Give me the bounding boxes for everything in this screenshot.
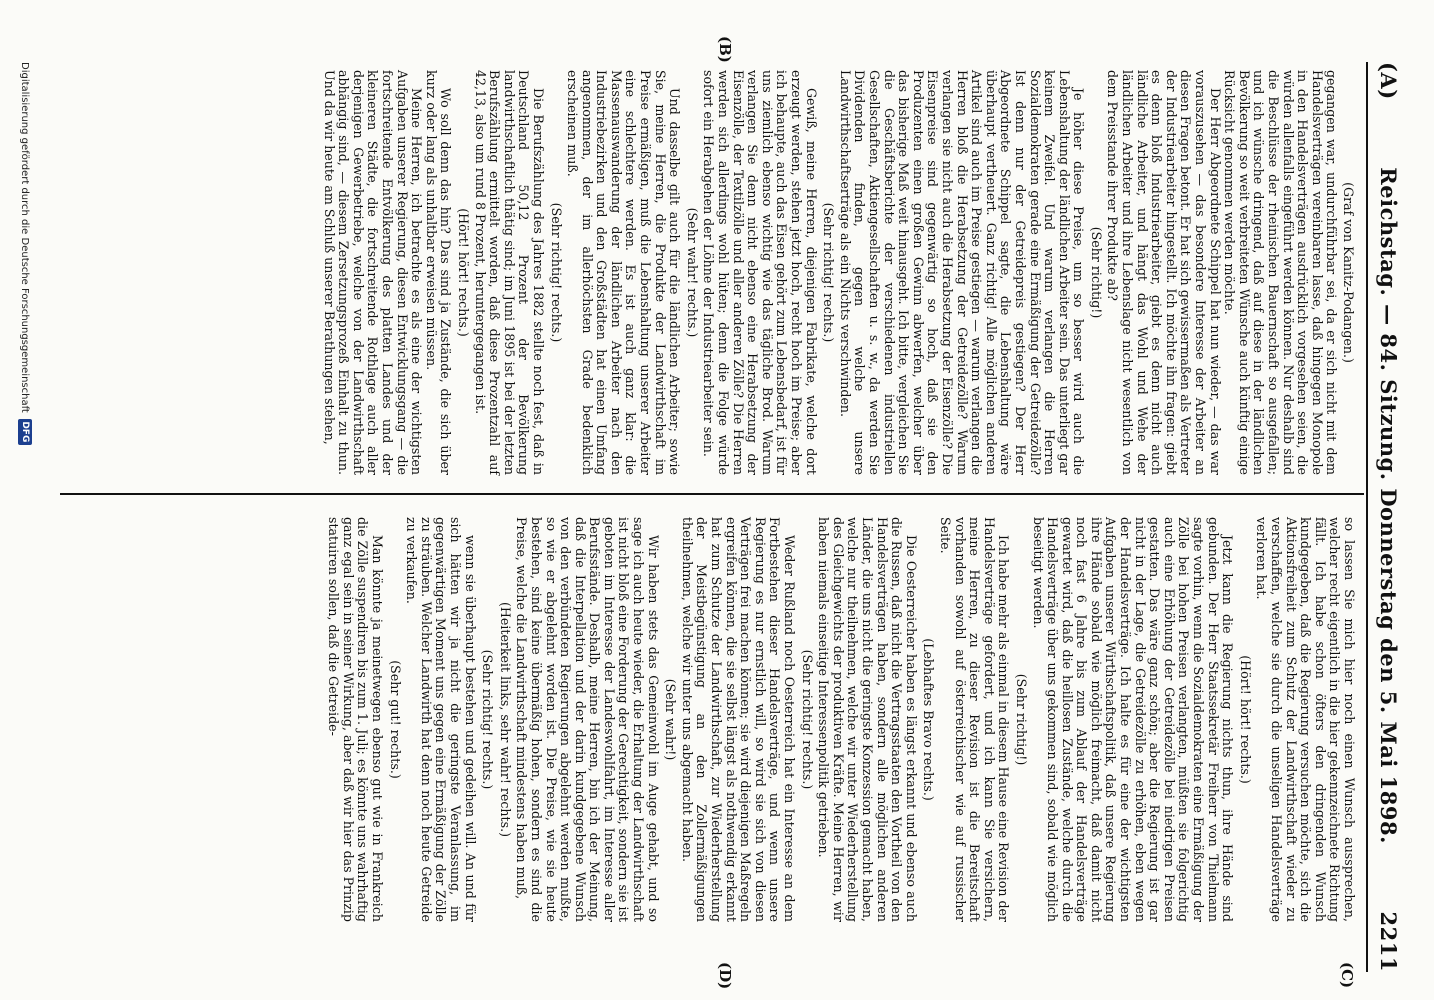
interjection: (Sehr richtig! rechts.) bbox=[548, 202, 564, 343]
dfg-logo-icon: DFG bbox=[18, 419, 32, 445]
header-rule bbox=[1366, 62, 1368, 972]
funding-footer bbox=[10, 62, 40, 972]
paragraph: Jetzt kann die Regierung nichts thun, ihre Hände sind gebunden. Der Herr Staatssekretär Freiherr von Thielmann sagte vorhin, wenn die Sozialdemokraten eine Ermäßigung der Zölle bei hohen Preisen verlangten, müßten sie folgerichtig auch eine Erhöhung der Getreidezölle bei niedrigen Preisen gestatten. Das wäre ganz schön; aber die Regierung ist gar nicht in der Lage, die Getreidezölle zu erhöhen, eben wegen der Handelsverträge. Ich halte es für eine der wichtigsten Aufgaben unserer Wirthschaftspolitik, daß unsere Regierung ihre Hände sobald wie möglich freimacht, daß damit nicht noch fast 6 Jahre bis zum Ablauf der Handelsverträge gewartet wird, daß die heillosen Zustände, welche durch die Handelsverträge über uns gekommen sind, sobald wie möglich beseitigt werden. bbox=[1030, 517, 1236, 922]
paragraph: Man könnte ja meinetwegen ebenso gut wie in Frankreich die Zölle suspendiren bis zum 1. Juli; es könnte uns wahrhaftig ganz egal sein in seiner Wirkung, aber daß wir hier das Prinzip statuiren sollen, daß die Getreide- bbox=[326, 517, 385, 922]
right-column bbox=[326, 517, 1356, 922]
interjection: (Sehr richtig!) bbox=[1088, 226, 1104, 319]
page-number: 2211 bbox=[1376, 911, 1402, 972]
interjection: (Sehr gut! rechts.) bbox=[387, 660, 403, 779]
interjection: (Sehr richtig! rechts.) bbox=[821, 202, 837, 343]
paragraph: Und dasselbe gilt auch für die ländlichen Arbeiter; sowie Sie, meine Herren, die Produkte der Landwirthschaft im Preise ermäßigen, muß die Lebenshaltung unserer Arbeiter eine schlechtere werden. Es ist auch ganz klar: die Massenauswanderung der ländlichen Arbeiter nach den Industriebezirken und den Großstädten hat einen Umfang angenommen, der im allerhöchsten Grade bedenklich erscheinen muß. bbox=[565, 70, 683, 475]
paragraph: Weder Rußland noch Oesterreich hat ein Interesse an dem Fortbestehen dieser Handelsverträge, und wenn unsere Regierung es nur ernstlich will, so wird sie sich von diesen Verträgen frei machen können; sie wird diejenigen Maßregeln ergreifen können, die sie selbst längst als nothwendig erkannt hat zum Schutze der Landwirthschaft, zur Wiederherstellung der Meistbegünstigung an den Zollermäßigungen theilnehmen, welche wir unter uns abgemacht haben. bbox=[679, 517, 798, 922]
interjection: (Sehr wahr!) bbox=[663, 678, 679, 761]
interjection: (Sehr richtig!) bbox=[1013, 673, 1029, 766]
interjection: (Sehr richtig! rechts.) bbox=[799, 649, 815, 790]
interjection: (Sehr richtig! rechts.) bbox=[480, 649, 496, 790]
paragraph: Die Oesterreicher haben es längst erkannt und ebenso auch die Russen, daß nicht die Vertragsstaaten den Vortheil von den Handelsverträgen haben, sondern alle möglichen anderen Länder, die uns nicht die geringste Konzession gemacht haben, welche nur theilnehmen, welche wir unter Wiederherstellung des Gleichgewichts der produktiven Kräfte. Meine Herren, wir haben niemals einseitige Interessenpolitik getrieben. bbox=[816, 517, 919, 922]
margin-mark-c: (C) bbox=[1338, 962, 1356, 989]
paragraph: wenn sie überhaupt bestehen und gedeihen will. An und für sich hätten wir ja nicht die geringste Veranlassung, im gegenwärtigen Moment uns gegen eine Ermäßigung der Zölle zu sträuben. Welcher Landwirth hat denn noch heute Getreide zu verkaufen. bbox=[404, 517, 478, 922]
paragraph: Wo soll denn das hin? Das sind ja Zustände, die sich über kurz oder lang als unhaltbar erweisen müssen. bbox=[423, 70, 454, 475]
margin-mark-b: (B) bbox=[716, 36, 734, 63]
paragraph: Meine Herren, ich betrachte es als eine der wichtigsten Aufgaben unserer Regierung, diesen Entwicklungsgang — die fortschreitende Entvölkerung des platten Landes und der kleineren Städte, die fortschreitende Rothlage auch aller derjenigen Gewerbetriebe, welche von der Landwirthschaft abhängig sind, — diesem Zersetzungsprozeß Einhalt zu thun. Und da wir heute am Schluß unserer Berathungen stehen, bbox=[321, 70, 425, 475]
paragraph: Der Herr Abgeordnete Schippel hat nun wieder, — das war vorauszusehen — das besondere Interesse der Arbeiter an diesen Fragen betont. Er hat sich gewissermaßen als Vertreter der Industriearbeiter hingestellt. Ich möchte ihn fragen: giebt es denn bloß Industriearbeiter, giebt es denn nicht auch ländliche Arbeiter, und hängt das Wohl und Wehe der ländlichen Arbeiter und ihre Lebenslage nicht wesentlich von dem Preisstande ihrer Produkte ab? bbox=[1105, 70, 1223, 475]
page-header bbox=[1372, 62, 1406, 972]
paragraph: so lassen Sie mich hier noch einen Wunsch aussprechen, welcher recht eigentlich in die hier gekennzeichnete Richtung fällt. Ich habe schon öfters den dringenden Wunsch kundgegeben, daß die Regierung versuchen möchte, sich die Aktionsfreiheit zum Schutz der Landwirthschaft wieder zu verschaffen, welche sie durch die unseligen Handelsverträge verloren hat. bbox=[1254, 517, 1357, 922]
interjection: (Hört! hört! rechts.) bbox=[455, 208, 471, 337]
left-column bbox=[321, 70, 1356, 475]
page-title: Reichstag. — 84. Sitzung. Donnerstag den 5. Mai 1898. bbox=[1376, 167, 1402, 844]
interjection: (Heiterkeit links, sehr wahr! rechts.) bbox=[497, 602, 513, 837]
paragraph: Gewiß, meine Herren, diejenigen Fabrikate, welche dort erzeugt werden, stehen jetzt hoch, recht hoch im Preise; aber ich behaupte, auch das Eisen gehört zum Lebensbedarf, ist für uns ziemlich ebenso wichtig wie das tägliche Brod. Warum verlangen Sie denn nicht ebenso eine Herabsetzung der Eisenzölle, der Textilzölle und aller anderen Zölle? Die Herren werden sich allerdings wohl hüten; denn die Folge würde sofort ein Herabgehen der Löhne der Industriearbeiter sein. bbox=[701, 70, 819, 475]
paragraph: Ich habe mehr als einmal in diesem Hause eine Revision der Handelsverträge gefordert, und ich kann Sie versichern, meine Herren, zu dieser Revision ist die Bereitschaft vorhanden sowohl auf österreichischer wie auf russischer Seite. bbox=[937, 517, 1012, 922]
interjection: (Lebhaftes Bravo rechts.) bbox=[921, 638, 937, 801]
footer-text: Digitalisierung gefördert durch die Deutsche Forschungsgemeinschaft bbox=[19, 62, 31, 413]
paragraph: Wir haben stets das Gemeinwohl im Auge gehabt, und so sage ich auch heute wieder, die Erhaltung der Landwirthschaft ist nicht bloß eine Forderung der Gerechtigkeit, sondern sie ist geboten im Interesse der Landeswohlfahrt, im Interesse aller Berufsstände. Deshalb, meine Herren, bin ich der Meinung, daß die Interpellation und der darin kundgegebene Wunsch von den verbündeten Regierungen abgelehnt werden mußte, so wie er abgelehnt worden ist. Die Preise, wie sie heute bestehen, sind keine übermäßig hohen, sondern es sind die Preise, welche die Landwirthschaft mindestens haben muß, bbox=[514, 517, 661, 922]
margin-mark-d: (D) bbox=[716, 962, 734, 990]
paragraph: gegangen war, undurchführbar sei, da er sich nicht mit dem Handelsverträgen vereinbaren lasse, daß hingegen Monopole in den Handelsverträgen ausdrücklich vorgesehen seien, die würden allenfalls eingeführt werden können. Nur deshalb sind die Beschlüsse der rheinischen Bauernschaft so ausgefallen; und ich wünsche dringend, daß auf diese in der ländlichen Bevölkerung so weit verbreiteten Wünsche auch künftig einige Rücksicht genommen werden möchte. bbox=[1222, 70, 1340, 475]
interjection: (Sehr wahr! rechts.) bbox=[684, 207, 700, 338]
header-left-label: (A) bbox=[1376, 62, 1402, 100]
paragraph: Die Berufszählung des Jahres 1882 stellte noch fest, daß in Deutschland 50,12 Prozent der Bevölkerung landwirthschaftlich thätig sind; im Juni 1895 ist bei der letzten Berufszählung ermittelt worden, daß diese Prozentzahl auf 42,13, also um rund 8 Prozent, heruntergegangen ist. bbox=[472, 70, 546, 475]
column-divider bbox=[60, 493, 1364, 495]
paragraph: Je höher diese Preise, um so besser wird auch die Lebenshaltung der ländlichen Arbeiter sein. Das unterliegt gar keinem Zweifel. Und warum verlangen die Herren Sozialdemokraten gerade eine Ermäßigung der Getreidezölle? Ist denn nur der Getreidepreis gestiegen? Der Herr Abgeordnete Schippel sagte, die Lebenshaltung wäre überhaupt vertheuert. Ganz richtig! Alle möglichen anderen Artikel sind auch im Preise gestiegen — warum verlangen die Herren bloß die Herabsetzung der Getreidezölle? Warum verlangen sie nicht auch die Herabsetzung der Eisenzölle? Die Eisenpreise sind gegenwärtig so hoch, daß sie den Produzenten einen großen Gewinn abwerfen, welcher über das bisherige Maß weit hinausgeht. Ich bitte, vergleichen Sie die Geschäftsberichte der verschiedenen industriellen Gesellschaften, Aktiengesellschaften u. s. w., da werden Sie Dividenden finden, gegen welche unsere Landwirthschaftserträge als ein Nichts verschwinden. bbox=[837, 70, 1087, 475]
interjection: (Hört! hört! rechts.) bbox=[1237, 655, 1253, 784]
speaker-line: (Graf von Kanitz-Podangen.) bbox=[1341, 182, 1356, 363]
